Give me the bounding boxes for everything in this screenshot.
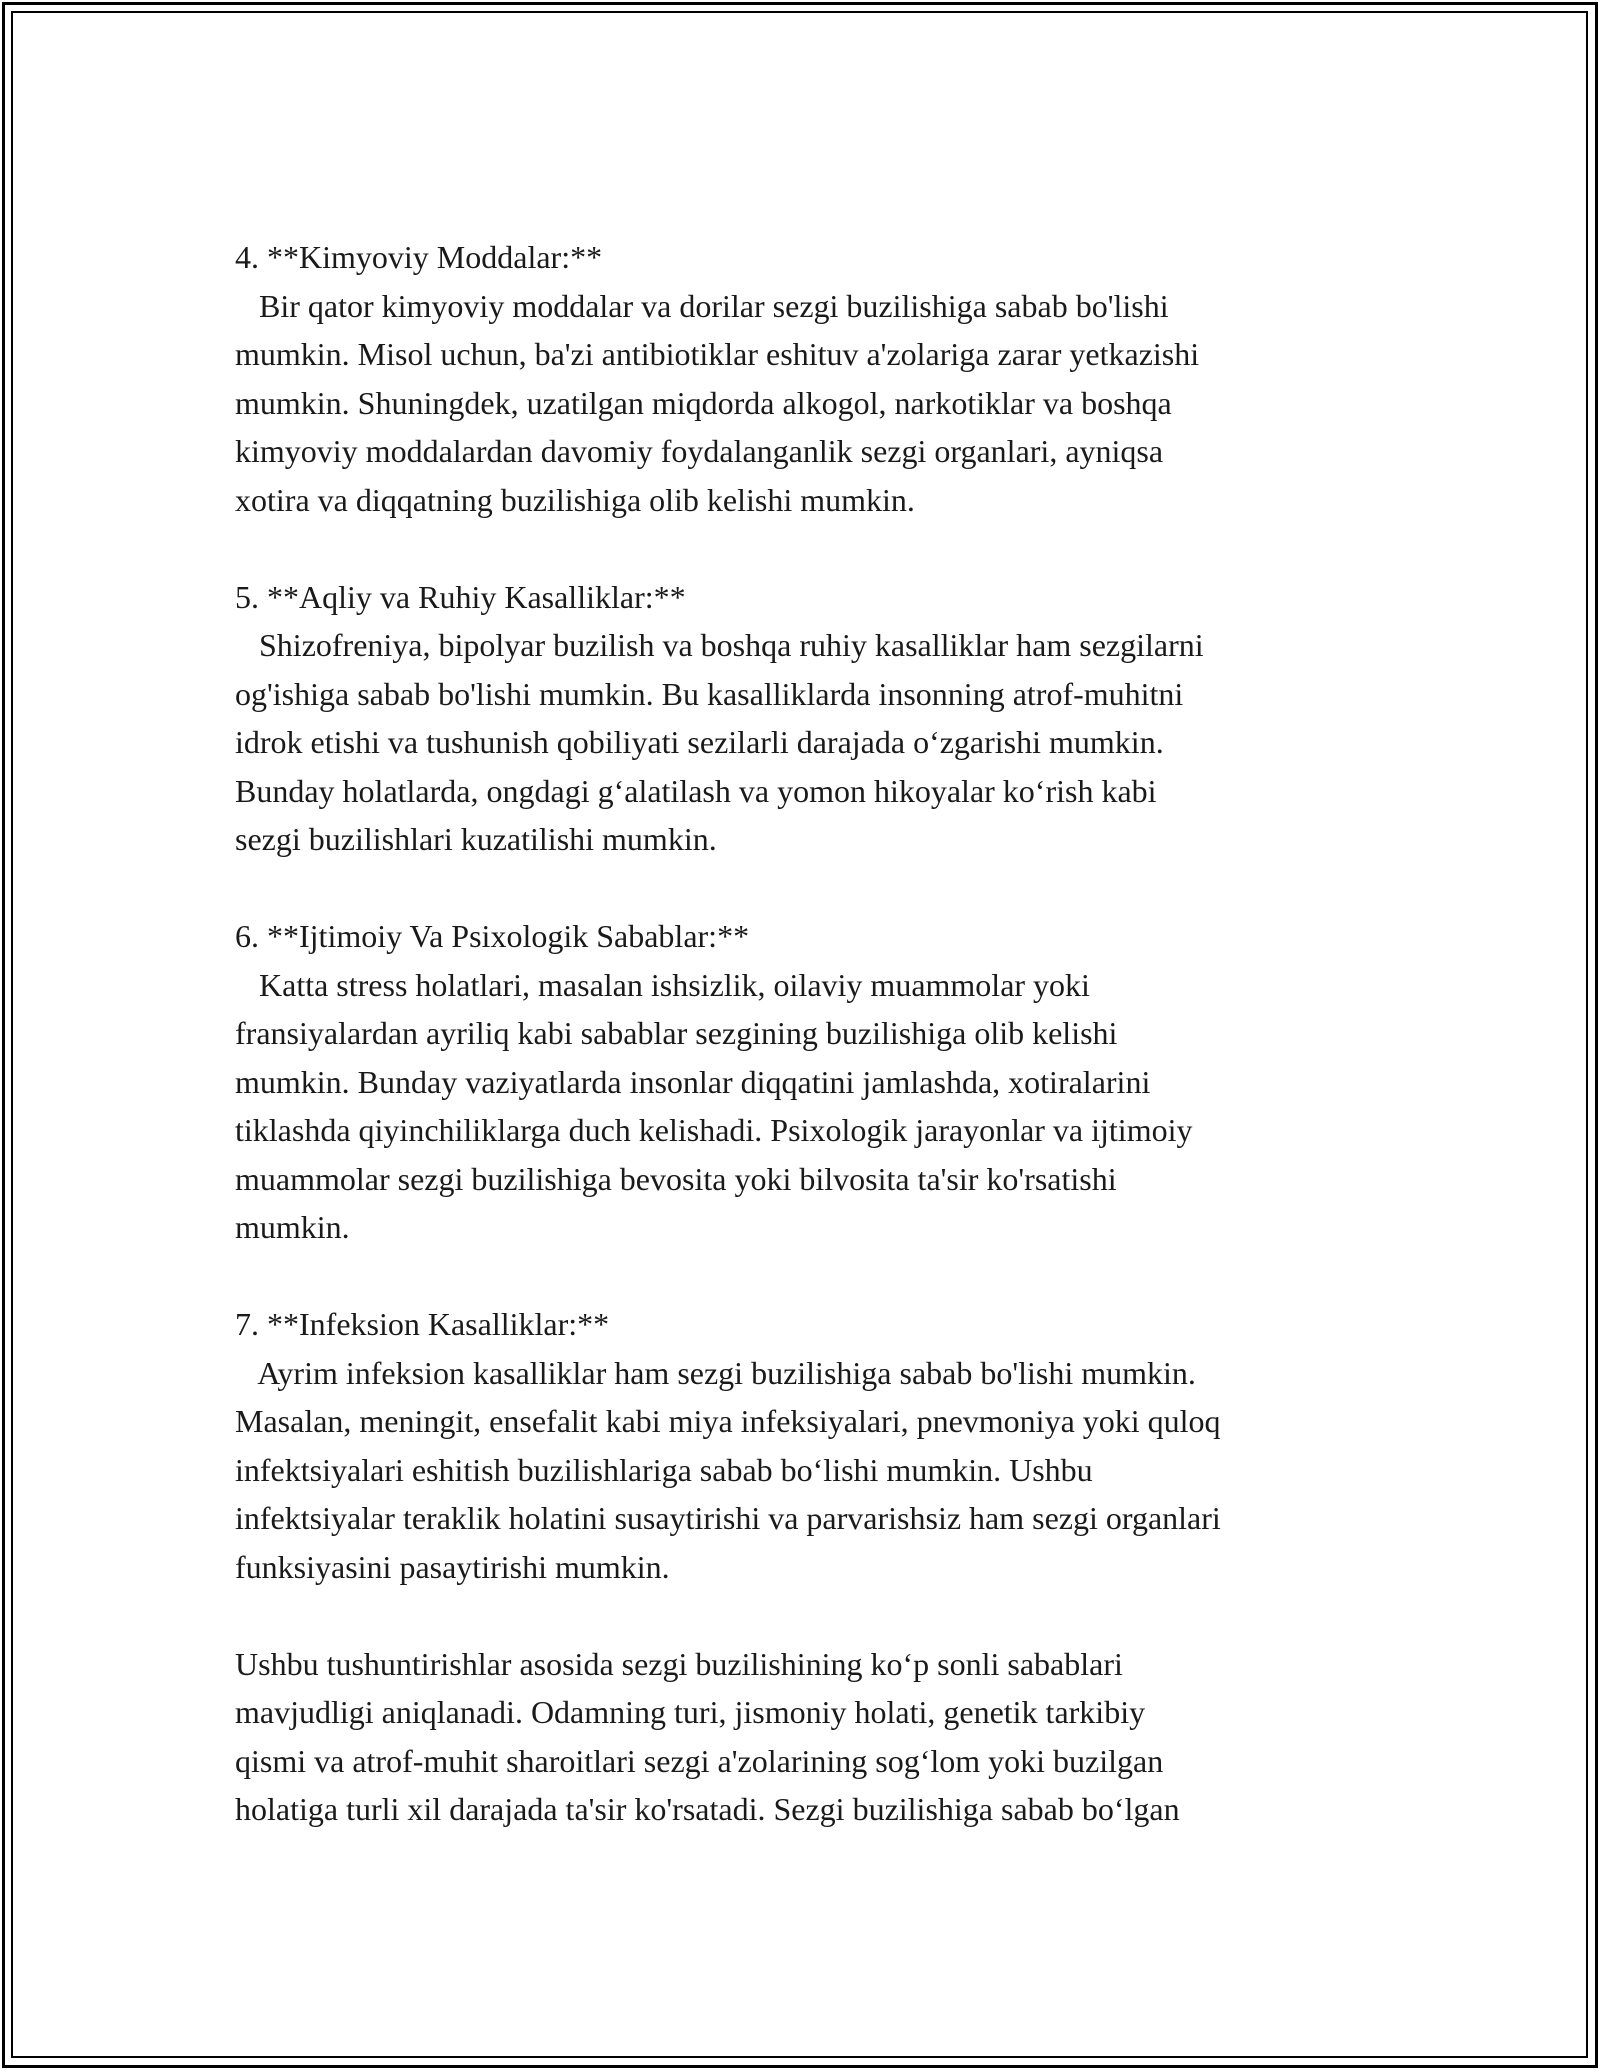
paragraph-line: holatiga turli xil darajada ta'sir ko'rsatadi. Sezgi buzilishiga sabab bo‘lgan: [235, 1791, 1180, 1827]
paragraph-line: mumkin. Shuningdek, uzatilgan miqdorda alkogol, narkotiklar va boshqa: [235, 384, 1172, 421]
paragraph-spacer: [235, 524, 1375, 573]
paragraph-line: Ushbu tushuntirishlar asosida sezgi buzilishining ko‘p sonli sabablari: [235, 1645, 1123, 1682]
paragraph-line: Katta stress holatlari, masalan ishsizlik, oilaviy muammolar yoki: [235, 966, 1090, 1003]
paragraph-line: infektsiyalar teraklik holatini susaytirishi va parvarishsiz ham sezgi organlari: [235, 1500, 1221, 1536]
paragraph-line: qismi va atrof-muhit sharoitlari sezgi a'zolarining sog‘lom yoki buzilgan: [235, 1742, 1164, 1779]
paragraph-line: Bir qator kimyoviy moddalar va dorilar sezgi buzilishiga sabab bo'lishi: [235, 287, 1169, 324]
paragraph-line: Masalan, meningit, ensefalit kabi miya infeksiyalari, pnevmoniya yoki quloq: [235, 1403, 1221, 1439]
paragraph-line: funksiyasini pasaytirishi mumkin.: [235, 1548, 670, 1585]
section-heading: 6. **Ijtimoiy Va Psixologik Sabablar:**: [235, 918, 750, 954]
section-heading: 7. **Infeksion Kasalliklar:**: [235, 1306, 610, 1342]
paragraph-spacer: [235, 1591, 1375, 1640]
paragraph-line: Bunday holatlarda, ongdagi g‘alatilash va yomon hikoyalar ko‘rish kabi: [235, 772, 1157, 809]
paragraph-line: mumkin. Misol uchun, ba'zi antibiotiklar eshituv a'zolariga zarar yetkazishi: [235, 336, 1200, 372]
paragraph-line: Ayrim infeksion kasalliklar ham sezgi buzilishiga sabab bo'lishi mumkin.: [235, 1354, 1196, 1391]
paragraph-line: tiklashda qiyinchiliklarga duch kelishadi. Psixologik jarayonlar va ijtimoiy: [235, 1112, 1193, 1148]
paragraph-line: sezgi buzilishlari kuzatilishi mumkin.: [235, 821, 717, 857]
conclusion-paragraph: [235, 1640, 1375, 1834]
section-aqliy-ruhiy-kasalliklar: [235, 573, 1375, 864]
paragraph-line: infektsiyalari eshitish buzilishlariga sabab bo‘lishi mumkin. Ushbu: [235, 1451, 1093, 1488]
section-kimyoviy-moddalar: [235, 233, 1375, 524]
paragraph-line: kimyoviy moddalardan davomiy foydalanganlik sezgi organlari, ayniqsa: [235, 433, 1164, 469]
section-heading: 4. **Kimyoviy Moddalar:**: [235, 239, 603, 275]
document-body: [235, 233, 1375, 1834]
paragraph-line: mavjudligi aniqlanadi. Odamning turi, jismoniy holati, genetik tarkibiy: [235, 1694, 1146, 1730]
paragraph-line: og'ishiga sabab bo'lishi mumkin. Bu kasalliklarda insonning atrof-muhitni: [235, 675, 1184, 712]
paragraph-spacer: [235, 1252, 1375, 1301]
paragraph-line: Shizofreniya, bipolyar buzilish va boshqa ruhiy kasalliklar ham sezgilarni: [235, 627, 1204, 663]
section-ijtimoiy-psixologik-sabablar: [235, 912, 1375, 1252]
section-heading: 5. **Aqliy va Ruhiy Kasalliklar:**: [235, 578, 686, 615]
paragraph-spacer: [235, 864, 1375, 913]
paragraph-line: xotira va diqqatning buzilishiga olib kelishi mumkin.: [235, 481, 915, 518]
paragraph-line: mumkin.: [235, 1209, 350, 1245]
paragraph-line: mumkin. Bunday vaziyatlarda insonlar diqqatini jamlashda, xotiralarini: [235, 1063, 1151, 1100]
paragraph-line: muammolar sezgi buzilishiga bevosita yoki bilvosita ta'sir ko'rsatishi: [235, 1160, 1117, 1197]
paragraph-line: fransiyalardan ayriliq kabi sabablar sezgining buzilishiga olib kelishi: [235, 1015, 1118, 1051]
section-infeksion-kasalliklar: [235, 1300, 1375, 1591]
paragraph-line: idrok etishi va tushunish qobiliyati sezilarli darajada o‘zgarishi mumkin.: [235, 724, 1164, 760]
